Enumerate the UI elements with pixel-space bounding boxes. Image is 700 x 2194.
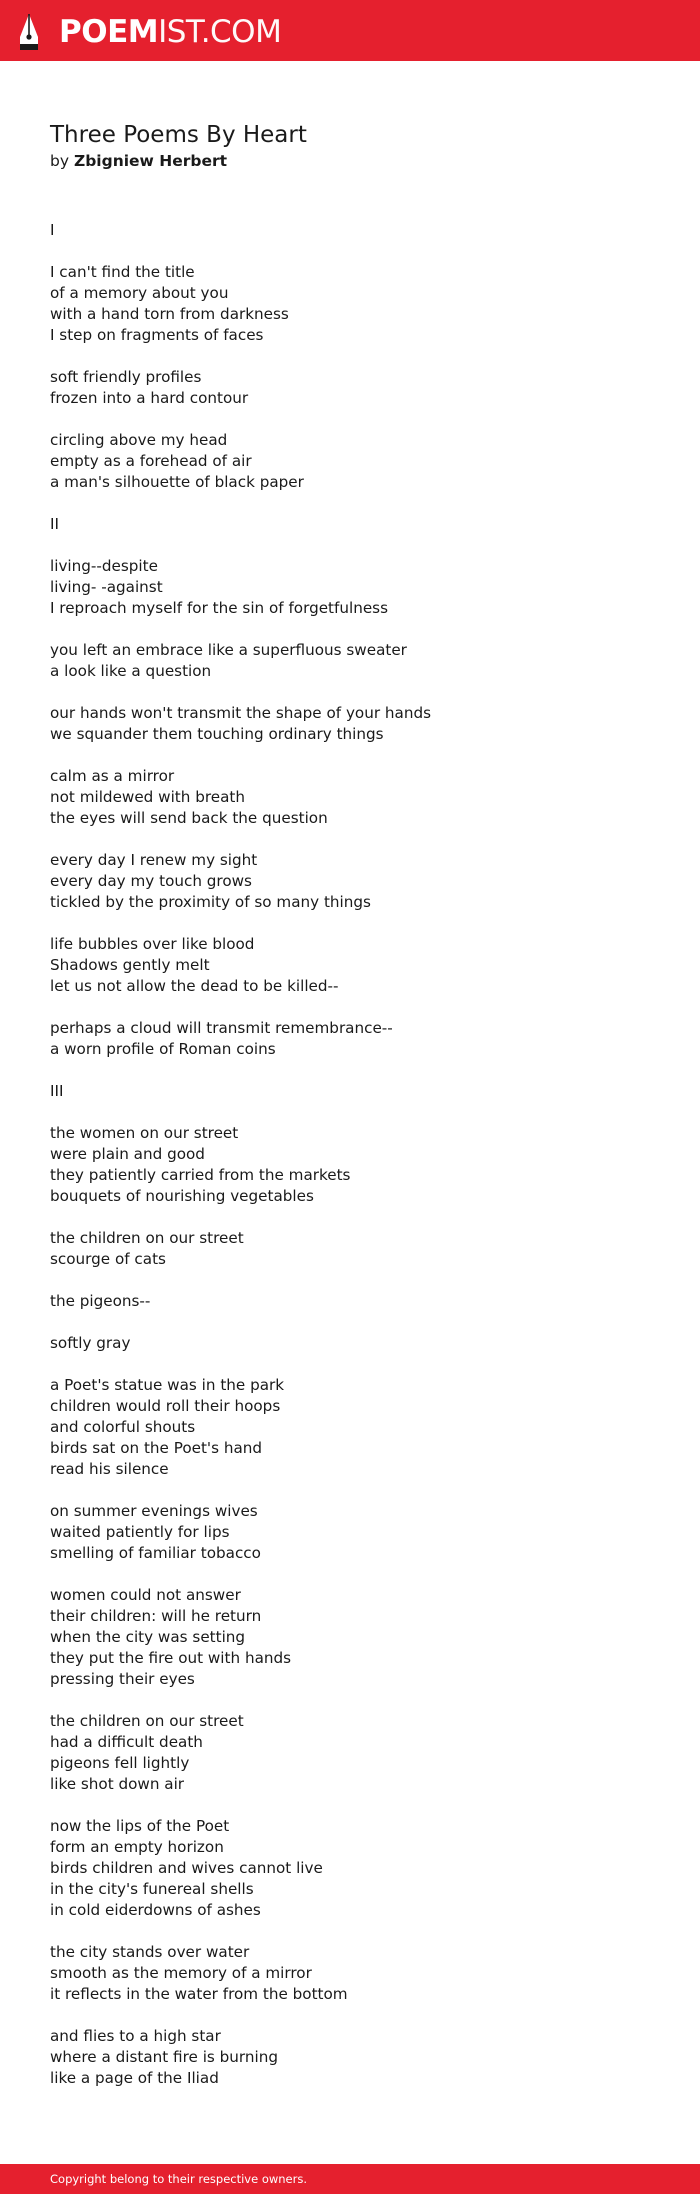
site-footer bbox=[0, 2164, 700, 2194]
poem-line: the women on our street bbox=[50, 1124, 239, 1142]
poem-line: a look like a question bbox=[50, 662, 212, 680]
stanza-break bbox=[50, 1270, 650, 1291]
stanza-break bbox=[50, 1690, 650, 1711]
poem-line: frozen into a hard contour bbox=[50, 389, 249, 407]
stanza-break bbox=[50, 1795, 650, 1816]
stanza-break bbox=[50, 1921, 650, 1942]
poem-line: the children on our street bbox=[50, 1712, 244, 1730]
poem-line: on summer evenings wives bbox=[50, 1502, 258, 1520]
stanza-break bbox=[50, 535, 650, 556]
poem-line: women could not answer bbox=[50, 1586, 241, 1604]
stanza-break bbox=[50, 1102, 650, 1123]
poem-line: let us not allow the dead to be killed-- bbox=[50, 977, 339, 995]
poem-line: and colorful shouts bbox=[50, 1418, 196, 1436]
poem-line: the pigeons-- bbox=[50, 1292, 151, 1310]
poem-line: soft friendly profiles bbox=[50, 368, 202, 386]
stanza-break bbox=[50, 619, 650, 640]
poem-container bbox=[50, 112, 650, 2089]
poem-line: we squander them touching ordinary things bbox=[50, 725, 384, 743]
poem-line: like shot down air bbox=[50, 1775, 185, 1793]
poem-line: I bbox=[50, 221, 55, 239]
poem-line: and flies to a high star bbox=[50, 2027, 221, 2045]
poem-line: empty as a forehead of air bbox=[50, 452, 252, 470]
poem-line: they put the fire out with hands bbox=[50, 1649, 292, 1667]
poem-line: in cold eiderdowns of ashes bbox=[50, 1901, 261, 1919]
poem-line: a worn profile of Roman coins bbox=[50, 1040, 276, 1058]
poem-line: now the lips of the Poet bbox=[50, 1817, 230, 1835]
stanza-break bbox=[50, 682, 650, 703]
stanza-break bbox=[50, 1480, 650, 1501]
poem-line: were plain and good bbox=[50, 1145, 205, 1163]
site-header bbox=[0, 0, 700, 61]
stanza-break bbox=[50, 1060, 650, 1081]
stanza-break bbox=[50, 745, 650, 766]
stanza-break bbox=[50, 2005, 650, 2026]
site-logo-link[interactable] bbox=[17, 12, 281, 52]
poem-line: circling above my head bbox=[50, 431, 228, 449]
poem-line: life bubbles over like blood bbox=[50, 935, 255, 953]
poem-line: living--despite bbox=[50, 557, 158, 575]
pen-nib-icon bbox=[17, 13, 41, 51]
poem-line: not mildewed with breath bbox=[50, 788, 245, 806]
stanza-break bbox=[50, 1207, 650, 1228]
byline-prefix: by bbox=[50, 152, 70, 170]
poem-line: I can't find the title bbox=[50, 263, 195, 281]
poem-line: a Poet's statue was in the park bbox=[50, 1376, 285, 1394]
stanza-break bbox=[50, 829, 650, 850]
poem-line: they patiently carried from the markets bbox=[50, 1166, 351, 1184]
stanza-break bbox=[50, 1312, 650, 1333]
poem-line: scourge of cats bbox=[50, 1250, 166, 1268]
stanza-break bbox=[50, 409, 650, 430]
poem-line: a man's silhouette of black paper bbox=[50, 473, 304, 491]
poem-line: I step on fragments of faces bbox=[50, 326, 264, 344]
poem-line: perhaps a cloud will transmit remembrance-- bbox=[50, 1019, 393, 1037]
poem-line: waited patiently for lips bbox=[50, 1523, 230, 1541]
poem-line: birds children and wives cannot live bbox=[50, 1859, 323, 1877]
poem-line: where a distant fire is burning bbox=[50, 2048, 279, 2066]
poem-line: III bbox=[50, 1082, 64, 1100]
poem-line: softly gray bbox=[50, 1334, 131, 1352]
poem-line: of a memory about you bbox=[50, 284, 229, 302]
poem-body bbox=[50, 220, 650, 2089]
poem-line: smelling of familiar tobacco bbox=[50, 1544, 261, 1562]
stanza-break bbox=[50, 1354, 650, 1375]
poem-line: pressing their eyes bbox=[50, 1670, 195, 1688]
logo-light-text: IST.COM bbox=[158, 14, 282, 50]
poem-line: calm as a mirror bbox=[50, 767, 175, 785]
poem-line: with a hand torn from darkness bbox=[50, 305, 289, 323]
poem-line: smooth as the memory of a mirror bbox=[50, 1964, 312, 1982]
stanza-break bbox=[50, 1564, 650, 1585]
poem-line: our hands won't transmit the shape of your hands bbox=[50, 704, 432, 722]
poem-line: the eyes will send back the question bbox=[50, 809, 328, 827]
poem-line: the city stands over water bbox=[50, 1943, 250, 1961]
poem-line: pigeons fell lightly bbox=[50, 1754, 190, 1772]
poem-line: it reflects in the water from the bottom bbox=[50, 1985, 348, 2003]
poem-line: living- -against bbox=[50, 578, 163, 596]
logo-bold-text: POEM bbox=[59, 14, 159, 50]
poem-line: had a difficult death bbox=[50, 1733, 203, 1751]
poem-line: read his silence bbox=[50, 1460, 169, 1478]
poem-line: children would roll their hoops bbox=[50, 1397, 281, 1415]
stanza-break bbox=[50, 241, 650, 262]
poem-line: II bbox=[50, 515, 59, 533]
copyright-text: Copyright belong to their respective owners. bbox=[50, 2172, 308, 2186]
stanza-break bbox=[50, 493, 650, 514]
poem-line: I reproach myself for the sin of forgetfulness bbox=[50, 599, 389, 617]
poem-title: Three Poems By Heart bbox=[50, 122, 307, 148]
poem-line: the children on our street bbox=[50, 1229, 244, 1247]
stanza-break bbox=[50, 346, 650, 367]
poem-line: Shadows gently melt bbox=[50, 956, 210, 974]
poem-line: you left an embrace like a superfluous sweater bbox=[50, 641, 407, 659]
byline bbox=[50, 150, 650, 172]
poem-line: tickled by the proximity of so many things bbox=[50, 893, 371, 911]
stanza-break bbox=[50, 913, 650, 934]
poem-line: like a page of the Iliad bbox=[50, 2069, 219, 2087]
poem-line: their children: will he return bbox=[50, 1607, 262, 1625]
author-name: Zbigniew Herbert bbox=[73, 152, 228, 170]
stanza-break bbox=[50, 997, 650, 1018]
poem-line: when the city was setting bbox=[50, 1628, 246, 1646]
poem-line: form an empty horizon bbox=[50, 1838, 224, 1856]
poem-line: every day I renew my sight bbox=[50, 851, 258, 869]
poem-line: in the city's funereal shells bbox=[50, 1880, 254, 1898]
site-logo-text bbox=[59, 14, 281, 50]
poem-line: every day my touch grows bbox=[50, 872, 252, 890]
poem-line: bouquets of nourishing vegetables bbox=[50, 1187, 314, 1205]
poem-line: birds sat on the Poet's hand bbox=[50, 1439, 263, 1457]
